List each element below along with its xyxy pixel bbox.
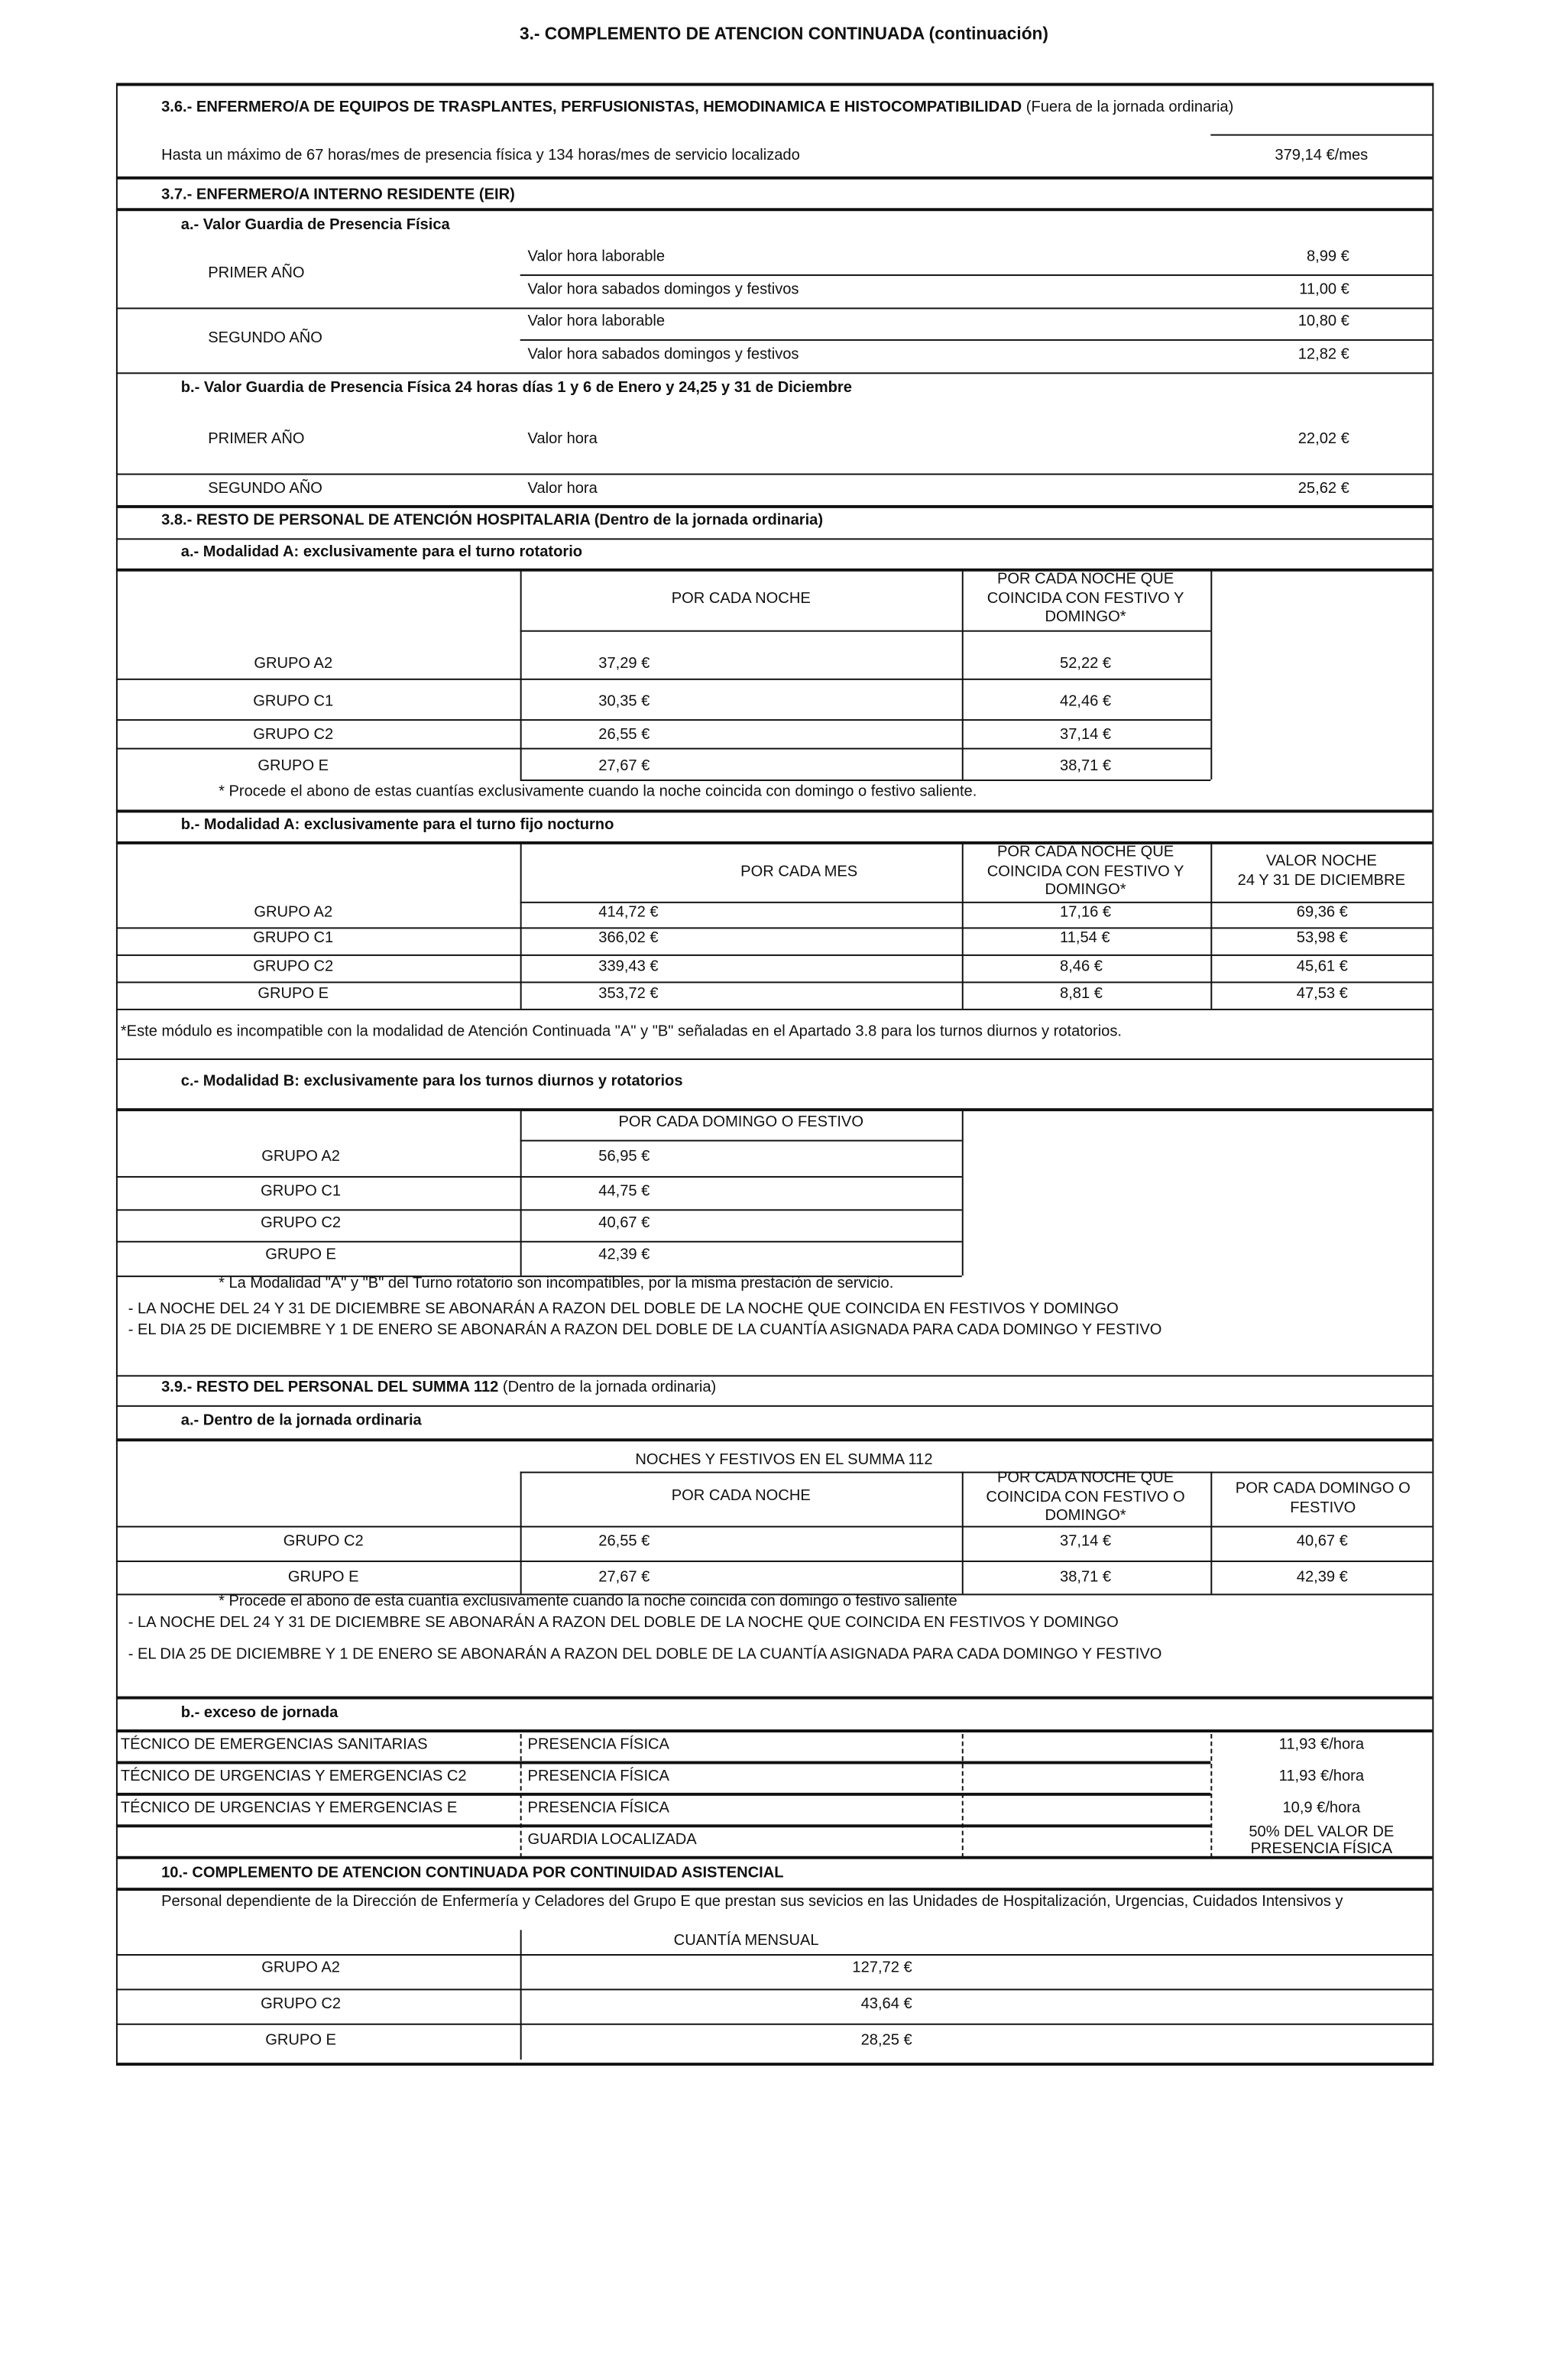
amount: 44,75 €	[598, 1183, 650, 1201]
group-header: NOCHES Y FESTIVOS EN EL SUMMA 112	[635, 1451, 933, 1469]
rate-value: 12,82 €	[1297, 346, 1349, 364]
s37b-heading: b.- Valor Guardia de Presencia Física 24 horas días 1 y 6 de Enero y 24,25 y 31 de Diciembre	[180, 380, 852, 397]
divider	[1210, 1472, 1212, 1594]
heading-text: 3.8.- RESTO DE PERSONAL DE ATENCIÓN HOSPITALARIA	[161, 512, 591, 530]
amount: 38,71 €	[1060, 758, 1112, 776]
divider	[116, 955, 1432, 956]
s36-value: 379,14 €/mes	[1275, 147, 1369, 165]
divider	[116, 1824, 1210, 1827]
job-label: TÉCNICO DE URGENCIAS Y EMERGENCIAS E	[120, 1800, 458, 1817]
amount: 42,39 €	[1296, 1569, 1348, 1587]
divider	[116, 1793, 1210, 1796]
column-header: VALOR NOCHE	[1265, 853, 1377, 870]
group-label: GRUPO E	[287, 1569, 359, 1587]
divider	[116, 981, 1432, 983]
amount: 127,72 €	[852, 1959, 912, 1977]
rate-value: 8,99 €	[1306, 248, 1349, 266]
s38c-heading: c.- Modalidad B: exclusivamente para los turnos diurnos y rotatorios	[180, 1073, 683, 1091]
rate-value: 10,80 €	[1297, 313, 1349, 331]
heading-suffix: (Dentro de la jornada ordinaria)	[594, 512, 824, 530]
amount: 8,81 €	[1060, 986, 1103, 1003]
divider	[962, 1472, 964, 1594]
s37a-heading: a.- Valor Guardia de Presencia Física	[180, 217, 450, 234]
divider	[116, 208, 1432, 211]
divider	[520, 779, 1211, 781]
divider	[116, 1697, 1432, 1700]
heading-suffix: (Fuera de la jornada ordinaria)	[1025, 99, 1234, 116]
rate-label: Valor hora	[527, 431, 598, 448]
divider	[116, 1108, 1432, 1111]
year-label: SEGUNDO AÑO	[208, 481, 322, 498]
heading-text: 3.9.- RESTO DEL PERSONAL DEL SUMMA 112	[161, 1379, 499, 1396]
column-header: 24 Y 31 DE DICIEMBRE	[1237, 873, 1405, 890]
section-10-heading: 10.- COMPLEMENTO DE ATENCION CONTINUADA POR CONTINUIDAD ASISTENCIAL	[161, 1865, 784, 1882]
group-label: GRUPO C2	[261, 1215, 342, 1232]
group-label: GRUPO A2	[261, 1959, 341, 1977]
rate-value: 25,62 €	[1297, 481, 1349, 498]
column-header: POR CADA NOCHE QUE COINCIDA CON FESTIVO Y DOMINGO*	[986, 844, 1184, 899]
amount: 11,93 €/hora	[1278, 1768, 1365, 1786]
divider	[116, 1375, 1432, 1376]
divider	[116, 679, 1210, 680]
rate-label: Valor hora laborable	[527, 248, 666, 266]
amount: 353,72 €	[598, 986, 659, 1003]
divider	[520, 902, 1433, 903]
footnote: * La Modalidad "A" y "B" del Turno rotatorio son incompatibles, por la misma prestación de servicio.	[219, 1275, 894, 1292]
divider	[116, 810, 1432, 813]
rate-label: Valor hora laborable	[527, 313, 666, 331]
divider	[116, 1561, 1432, 1562]
column-header: POR CADA NOCHE QUE COINCIDA CON FESTIVO Y DOMINGO*	[986, 571, 1184, 626]
footnote: - LA NOCHE DEL 24 Y 31 DE DICIEMBRE SE ABONARÁN A RAZON DEL DOBLE DE LA NOCHE QUE COINCIDA EN FESTIVOS Y DOMINGO	[128, 1615, 1119, 1632]
divider	[116, 1241, 962, 1243]
column-header: POR CADA NOCHE QUE COINCIDA CON FESTIVO O DOMINGO*	[986, 1470, 1185, 1525]
amount: 69,36 €	[1296, 904, 1348, 922]
footnote: - EL DIA 25 DE DICIEMBRE Y 1 DE ENERO SE ABONARÁN A RAZON DEL DOBLE DE LA CUANTÍA ASIGNADA PARA CADA DOMINGO Y FESTIVO	[128, 1322, 1162, 1340]
year-label: PRIMER AÑO	[208, 431, 305, 448]
divider	[520, 339, 1433, 341]
divider	[116, 177, 1432, 180]
divider	[520, 274, 1433, 276]
group-label: GRUPO C1	[261, 1183, 342, 1201]
footnote: - LA NOCHE DEL 24 Y 31 DE DICIEMBRE SE ABONARÁN A RAZON DEL DOBLE DE LA NOCHE QUE COINCIDA EN FESTIVOS Y DOMINGO	[128, 1301, 1119, 1318]
s38a-heading: a.- Modalidad A: exclusivamente para el turno rotatorio	[180, 544, 583, 561]
amount: 27,67 €	[598, 1569, 650, 1587]
section-3-8-heading	[161, 513, 823, 531]
rate-label: Valor hora sabados domingos y festivos	[527, 281, 799, 299]
amount: 27,67 €	[598, 758, 650, 776]
amount: 56,95 €	[598, 1149, 650, 1166]
divider	[116, 1438, 1432, 1441]
amount: 47,53 €	[1296, 986, 1348, 1003]
divider	[1210, 570, 1212, 779]
group-label: GRUPO A2	[261, 1149, 341, 1166]
group-label: GRUPO E	[265, 1246, 336, 1264]
amount: 43,64 €	[860, 1996, 912, 2013]
page-title: 3.- COMPLEMENTO DE ATENCION CONTINUADA (continuación)	[519, 25, 1048, 44]
amount: 10,9 €/hora	[1282, 1800, 1361, 1817]
amount: 53,98 €	[1296, 930, 1348, 948]
job-label: TÉCNICO DE EMERGENCIAS SANITARIAS	[120, 1736, 428, 1754]
divider	[116, 1729, 1432, 1732]
divider	[116, 1009, 1432, 1010]
column-header: POR CADA NOCHE	[671, 591, 811, 608]
divider	[116, 1209, 962, 1211]
divider	[116, 569, 1432, 572]
s39b-heading: b.- exceso de jornada	[180, 1705, 339, 1723]
amount: 37,14 €	[1060, 726, 1112, 744]
amount: 37,14 €	[1060, 1533, 1112, 1551]
divider	[116, 1058, 1432, 1060]
divider	[520, 1140, 962, 1142]
amount: 50% DEL VALOR DE PRESENCIA FÍSICA	[1249, 1824, 1395, 1858]
amount: 52,22 €	[1060, 656, 1112, 673]
divider	[520, 1110, 522, 1275]
group-label: GRUPO C1	[253, 693, 334, 711]
amount: 40,67 €	[1296, 1533, 1348, 1551]
amount: 42,39 €	[598, 1246, 650, 1264]
column-header: POR CADA DOMINGO O FESTIVO	[618, 1114, 863, 1131]
column-header: POR CADA MES	[740, 864, 858, 881]
amount: 42,46 €	[1060, 693, 1112, 711]
year-label: PRIMER AÑO	[208, 265, 305, 282]
mode-label: PRESENCIA FÍSICA	[527, 1800, 669, 1817]
divider	[520, 630, 1211, 632]
job-label: TÉCNICO DE URGENCIAS Y EMERGENCIAS C2	[120, 1768, 467, 1786]
divider	[116, 538, 1432, 540]
group-label: GRUPO C1	[253, 930, 334, 948]
divider	[116, 505, 1432, 508]
amount: 37,29 €	[598, 656, 650, 673]
divider	[116, 1526, 1432, 1528]
section-3-7-heading: 3.7.- ENFERMERO/A INTERNO RESIDENTE (EIR)	[161, 186, 515, 204]
divider	[116, 748, 1210, 750]
rate-value: 22,02 €	[1297, 431, 1349, 448]
divider	[1210, 135, 1432, 136]
group-label: GRUPO C2	[283, 1533, 364, 1551]
footnote: - EL DIA 25 DE DICIEMBRE Y 1 DE ENERO SE ABONARÁN A RAZON DEL DOBLE DE LA CUANTÍA ASIGNADA PARA CADA DOMINGO Y FESTIVO	[128, 1646, 1162, 1664]
divider	[116, 1888, 1432, 1891]
group-label: GRUPO A2	[254, 656, 333, 673]
amount: 45,61 €	[1296, 958, 1348, 976]
amount: 339,43 €	[598, 958, 659, 976]
group-label: GRUPO A2	[254, 904, 333, 922]
amount: 17,16 €	[1060, 904, 1112, 922]
footnote: * Procede el abono de esta cuantía exclusivamente cuando la noche coincida con domingo o festivo saliente	[219, 1593, 957, 1611]
divider	[116, 1761, 1210, 1764]
mode-label: PRESENCIA FÍSICA	[527, 1768, 669, 1786]
divider	[116, 1176, 962, 1178]
amount: 11,93 €/hora	[1278, 1736, 1365, 1754]
divider	[116, 307, 1432, 309]
section-3-6-heading	[161, 99, 1233, 118]
amount: 26,55 €	[598, 1533, 650, 1551]
group-label: GRUPO E	[258, 758, 329, 776]
divider	[116, 1856, 1432, 1859]
amount: 28,25 €	[860, 2032, 912, 2050]
rate-label: Valor hora	[527, 481, 598, 498]
group-label: GRUPO E	[265, 2032, 336, 2050]
rate-label: Valor hora sabados domingos y festivos	[527, 346, 799, 364]
amount: 26,55 €	[598, 726, 650, 744]
section-3-9-heading	[161, 1379, 716, 1398]
amount: 40,67 €	[598, 1215, 650, 1232]
divider	[962, 1110, 964, 1275]
amount: 414,72 €	[598, 904, 659, 922]
divider	[116, 927, 1432, 929]
group-label: GRUPO E	[258, 986, 329, 1003]
amount: 366,02 €	[598, 930, 659, 948]
s36-text: Hasta un máximo de 67 horas/mes de presencia física y 134 horas/mes de servicio localizado	[161, 147, 800, 165]
divider	[116, 2024, 1432, 2025]
divider	[116, 1954, 1432, 1956]
amount: 38,71 €	[1060, 1569, 1112, 1587]
footnote: *Este módulo es incompatible con la modalidad de Atención Continuada "A" y "B" señaladas en el Apartado 3.8 para los turnos diurnos y rotatorios.	[120, 1023, 1123, 1041]
column-header: POR CADA DOMINGO O FESTIVO	[1235, 1480, 1411, 1517]
footnote: * Procede el abono de estas cuantías exclusivamente cuando la noche coincida con domingo o festivo saliente.	[219, 783, 977, 801]
s10-text: Personal dependiente de la Dirección de Enfermería y Celadores del Grupo E que prestan sus sevicios en las Unidades de Hospitalización, Urgencias, Cuidados Intensivos y	[161, 1894, 1343, 1911]
divider	[116, 372, 1432, 374]
s38b-heading: b.- Modalidad A: exclusivamente para el turno fijo nocturno	[180, 817, 614, 835]
column-header: CUANTÍA MENSUAL	[673, 1933, 819, 1950]
divider	[116, 719, 1210, 721]
amount: 30,35 €	[598, 693, 650, 711]
amount: 11,54 €	[1060, 930, 1110, 948]
mode-label: PRESENCIA FÍSICA	[527, 1736, 669, 1754]
group-label: GRUPO C2	[261, 1996, 342, 2013]
column-header: POR CADA NOCHE	[671, 1488, 811, 1505]
year-label: SEGUNDO AÑO	[208, 330, 322, 347]
divider	[116, 1405, 1432, 1407]
divider	[116, 1988, 1432, 1990]
divider	[116, 841, 1432, 844]
rate-value: 11,00 €	[1299, 281, 1349, 299]
group-label: GRUPO C2	[253, 958, 334, 976]
heading-suffix: (Dentro de la jornada ordinaria)	[502, 1379, 717, 1396]
s39a-heading: a.- Dentro de la jornada ordinaria	[180, 1412, 422, 1430]
divider	[116, 474, 1432, 475]
group-label: GRUPO C2	[253, 726, 334, 744]
amount: 8,46 €	[1060, 958, 1103, 976]
heading-text: 3.6.- ENFERMERO/A DE EQUIPOS DE TRASPLANTES, PERFUSIONISTAS, HEMODINAMICA E HISTOCOMPATIBILIDAD	[161, 99, 1022, 116]
mode-label: GUARDIA LOCALIZADA	[527, 1832, 697, 1849]
